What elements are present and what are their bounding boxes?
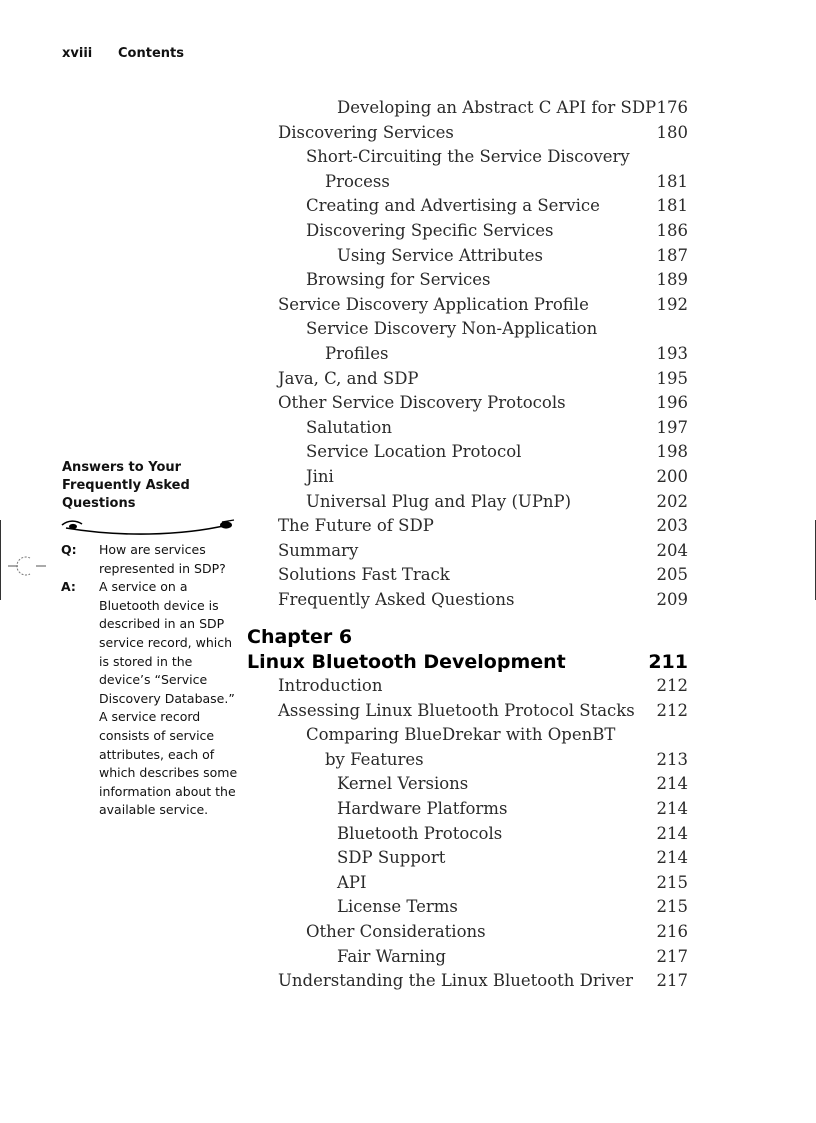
chapter-page: 211	[648, 651, 688, 673]
toc-entry-title: The Future of SDP	[278, 516, 434, 536]
toc-entry-page: 197	[656, 417, 688, 437]
toc-entry	[278, 822, 688, 847]
toc-entry-page: 217	[656, 971, 688, 991]
running-head-title: Contents	[118, 46, 184, 61]
toc-entry-title: Using Service Attributes	[337, 245, 543, 265]
toc-entry	[278, 121, 688, 146]
toc-entry-title: Service Location Protocol	[306, 442, 522, 462]
toc-entry-page: 214	[656, 823, 688, 843]
toc-entry-title: Bluetooth Protocols	[337, 823, 503, 843]
toc-entry-page: 193	[656, 343, 688, 363]
toc-entry-page: 217	[656, 946, 688, 966]
toc-entry	[278, 145, 688, 170]
toc-entry	[278, 194, 688, 219]
toc-entry	[278, 367, 688, 392]
toc-entry-page: 214	[656, 798, 688, 818]
toc-entry-title: Developing an Abstract C API for SDP	[337, 98, 657, 117]
toc-entry-title: Process	[325, 171, 390, 191]
toc-entry-page: 212	[656, 676, 688, 695]
toc-entry	[278, 723, 688, 748]
toc-entry	[278, 268, 688, 293]
toc-entry	[278, 846, 688, 871]
toc-entry-title: License Terms	[337, 897, 458, 917]
toc-entry-page: 187	[656, 245, 688, 265]
toc-entry-page: 200	[656, 466, 688, 486]
toc-entry-page: 212	[656, 700, 688, 720]
toc-entry-title: Solutions Fast Track	[278, 565, 450, 585]
toc-entry	[278, 699, 688, 724]
toc-entry-title: Service Discovery Non-Application	[306, 319, 598, 339]
toc-entry-title: Summary	[278, 540, 359, 560]
toc-entry-page: 215	[656, 872, 688, 892]
chapter-heading	[247, 649, 688, 675]
toc-entry	[278, 244, 688, 269]
toc-entry	[278, 748, 688, 773]
toc-entry-page: 203	[656, 516, 688, 536]
toc-section-2	[278, 674, 688, 994]
toc-entry-title: Hardware Platforms	[337, 798, 508, 818]
toc-entry-title: Browsing for Services	[306, 270, 491, 290]
toc-entry	[278, 465, 688, 490]
toc-entry-page: 209	[656, 589, 688, 609]
toc-entry-title: Comparing BlueDrekar with OpenBT	[306, 725, 616, 745]
toc-entry	[278, 588, 688, 613]
chapter-title: Linux Bluetooth Development	[247, 651, 566, 673]
toc-entry-title: Creating and Advertising a Service	[306, 196, 600, 216]
toc-section-1	[278, 96, 688, 612]
toc-entry-title: Salutation	[306, 417, 392, 437]
toc-entry-title: Frequently Asked Questions	[278, 589, 515, 609]
toc-entry	[278, 539, 688, 564]
page-number: xviii	[62, 46, 93, 61]
toc-entry-page: 198	[656, 442, 688, 462]
toc-entry	[278, 440, 688, 465]
toc-entry	[278, 969, 688, 994]
pointing-hand-rule-icon	[60, 517, 238, 537]
running-head	[62, 46, 184, 61]
toc-entry	[278, 563, 688, 588]
toc-entry	[278, 416, 688, 441]
toc-entry	[278, 895, 688, 920]
toc-entry-title: Profiles	[325, 343, 389, 363]
registration-mark-icon	[0, 520, 50, 600]
toc-entry-title: Java, C, and SDP	[278, 368, 419, 388]
toc-entry-page: 195	[656, 368, 688, 388]
toc-entry-page: 196	[656, 393, 688, 413]
toc-entry-title: Other Considerations	[306, 921, 486, 941]
faq-sidebar	[62, 459, 242, 820]
toc-entry	[278, 674, 688, 699]
faq-sidebar-title: Answers to Your Frequently Asked Questions	[62, 460, 190, 511]
toc-entry-page: 214	[656, 848, 688, 868]
toc-entry-page: 204	[656, 540, 688, 560]
toc-entry-title: SDP Support	[337, 848, 446, 868]
toc-entry-title: by Features	[325, 749, 424, 769]
toc-entry-page: 214	[656, 774, 688, 794]
toc-entry-title: Introduction	[278, 676, 383, 695]
chapter-label: Chapter 6	[247, 626, 353, 648]
toc-entry	[278, 219, 688, 244]
toc-entry-page: 215	[656, 897, 688, 917]
toc-entry	[278, 317, 688, 342]
toc-entry-title: Discovering Services	[278, 122, 454, 142]
toc-entry-title: API	[337, 872, 367, 892]
toc-entry-title: Short-Circuiting the Service Discovery	[306, 147, 630, 167]
toc-entry	[278, 871, 688, 896]
toc-entry	[278, 920, 688, 945]
toc-entry	[278, 293, 688, 318]
toc-entry-page: 180	[656, 122, 688, 142]
toc-entry-page: 192	[656, 294, 688, 314]
toc-entry-title: Kernel Versions	[337, 774, 469, 794]
toc-entry-title: Assessing Linux Bluetooth Protocol Stacks	[278, 700, 635, 720]
toc-entry-title: Service Discovery Application Profile	[278, 294, 589, 314]
toc-entry	[278, 342, 688, 367]
toc-entry-title: Universal Plug and Play (UPnP)	[306, 491, 572, 511]
toc-entry	[278, 96, 688, 121]
faq-item	[61, 541, 240, 820]
toc-entry-page: 213	[656, 749, 688, 769]
toc-entry-title: Fair Warning	[337, 946, 446, 966]
toc-entry-title: Other Service Discovery Protocols	[278, 393, 566, 413]
toc-entry-title: Understanding the Linux Bluetooth Driver	[278, 971, 634, 991]
faq-question: Q: How are services represented in SDP?	[61, 542, 226, 576]
toc-entry-title: Discovering Specific Services	[306, 220, 554, 240]
toc-entry-page: 189	[656, 270, 688, 290]
toc-entry	[278, 170, 688, 195]
toc-entry-page: 176	[656, 98, 688, 117]
toc-entry	[278, 772, 688, 797]
toc-entry	[278, 514, 688, 539]
toc-entry	[278, 391, 688, 416]
toc-entry-page: 181	[656, 196, 688, 216]
toc-entry-page: 205	[656, 565, 688, 585]
toc-entry-page: 216	[656, 921, 688, 941]
toc-entry-title: Jini	[306, 466, 334, 486]
toc-entry-page: 202	[656, 491, 688, 511]
toc-entry-page: 181	[656, 171, 688, 191]
toc-entry-page: 186	[656, 220, 688, 240]
toc-entry	[278, 797, 688, 822]
faq-answer: A: A service on a Bluetooth device is described in an SDP service record, which is stored in the device’s “Service Discovery Database.” A service record consists of service attributes, each of which describes some information about the available service.	[61, 579, 238, 818]
toc-entry	[278, 490, 688, 515]
toc-entry	[278, 945, 688, 970]
